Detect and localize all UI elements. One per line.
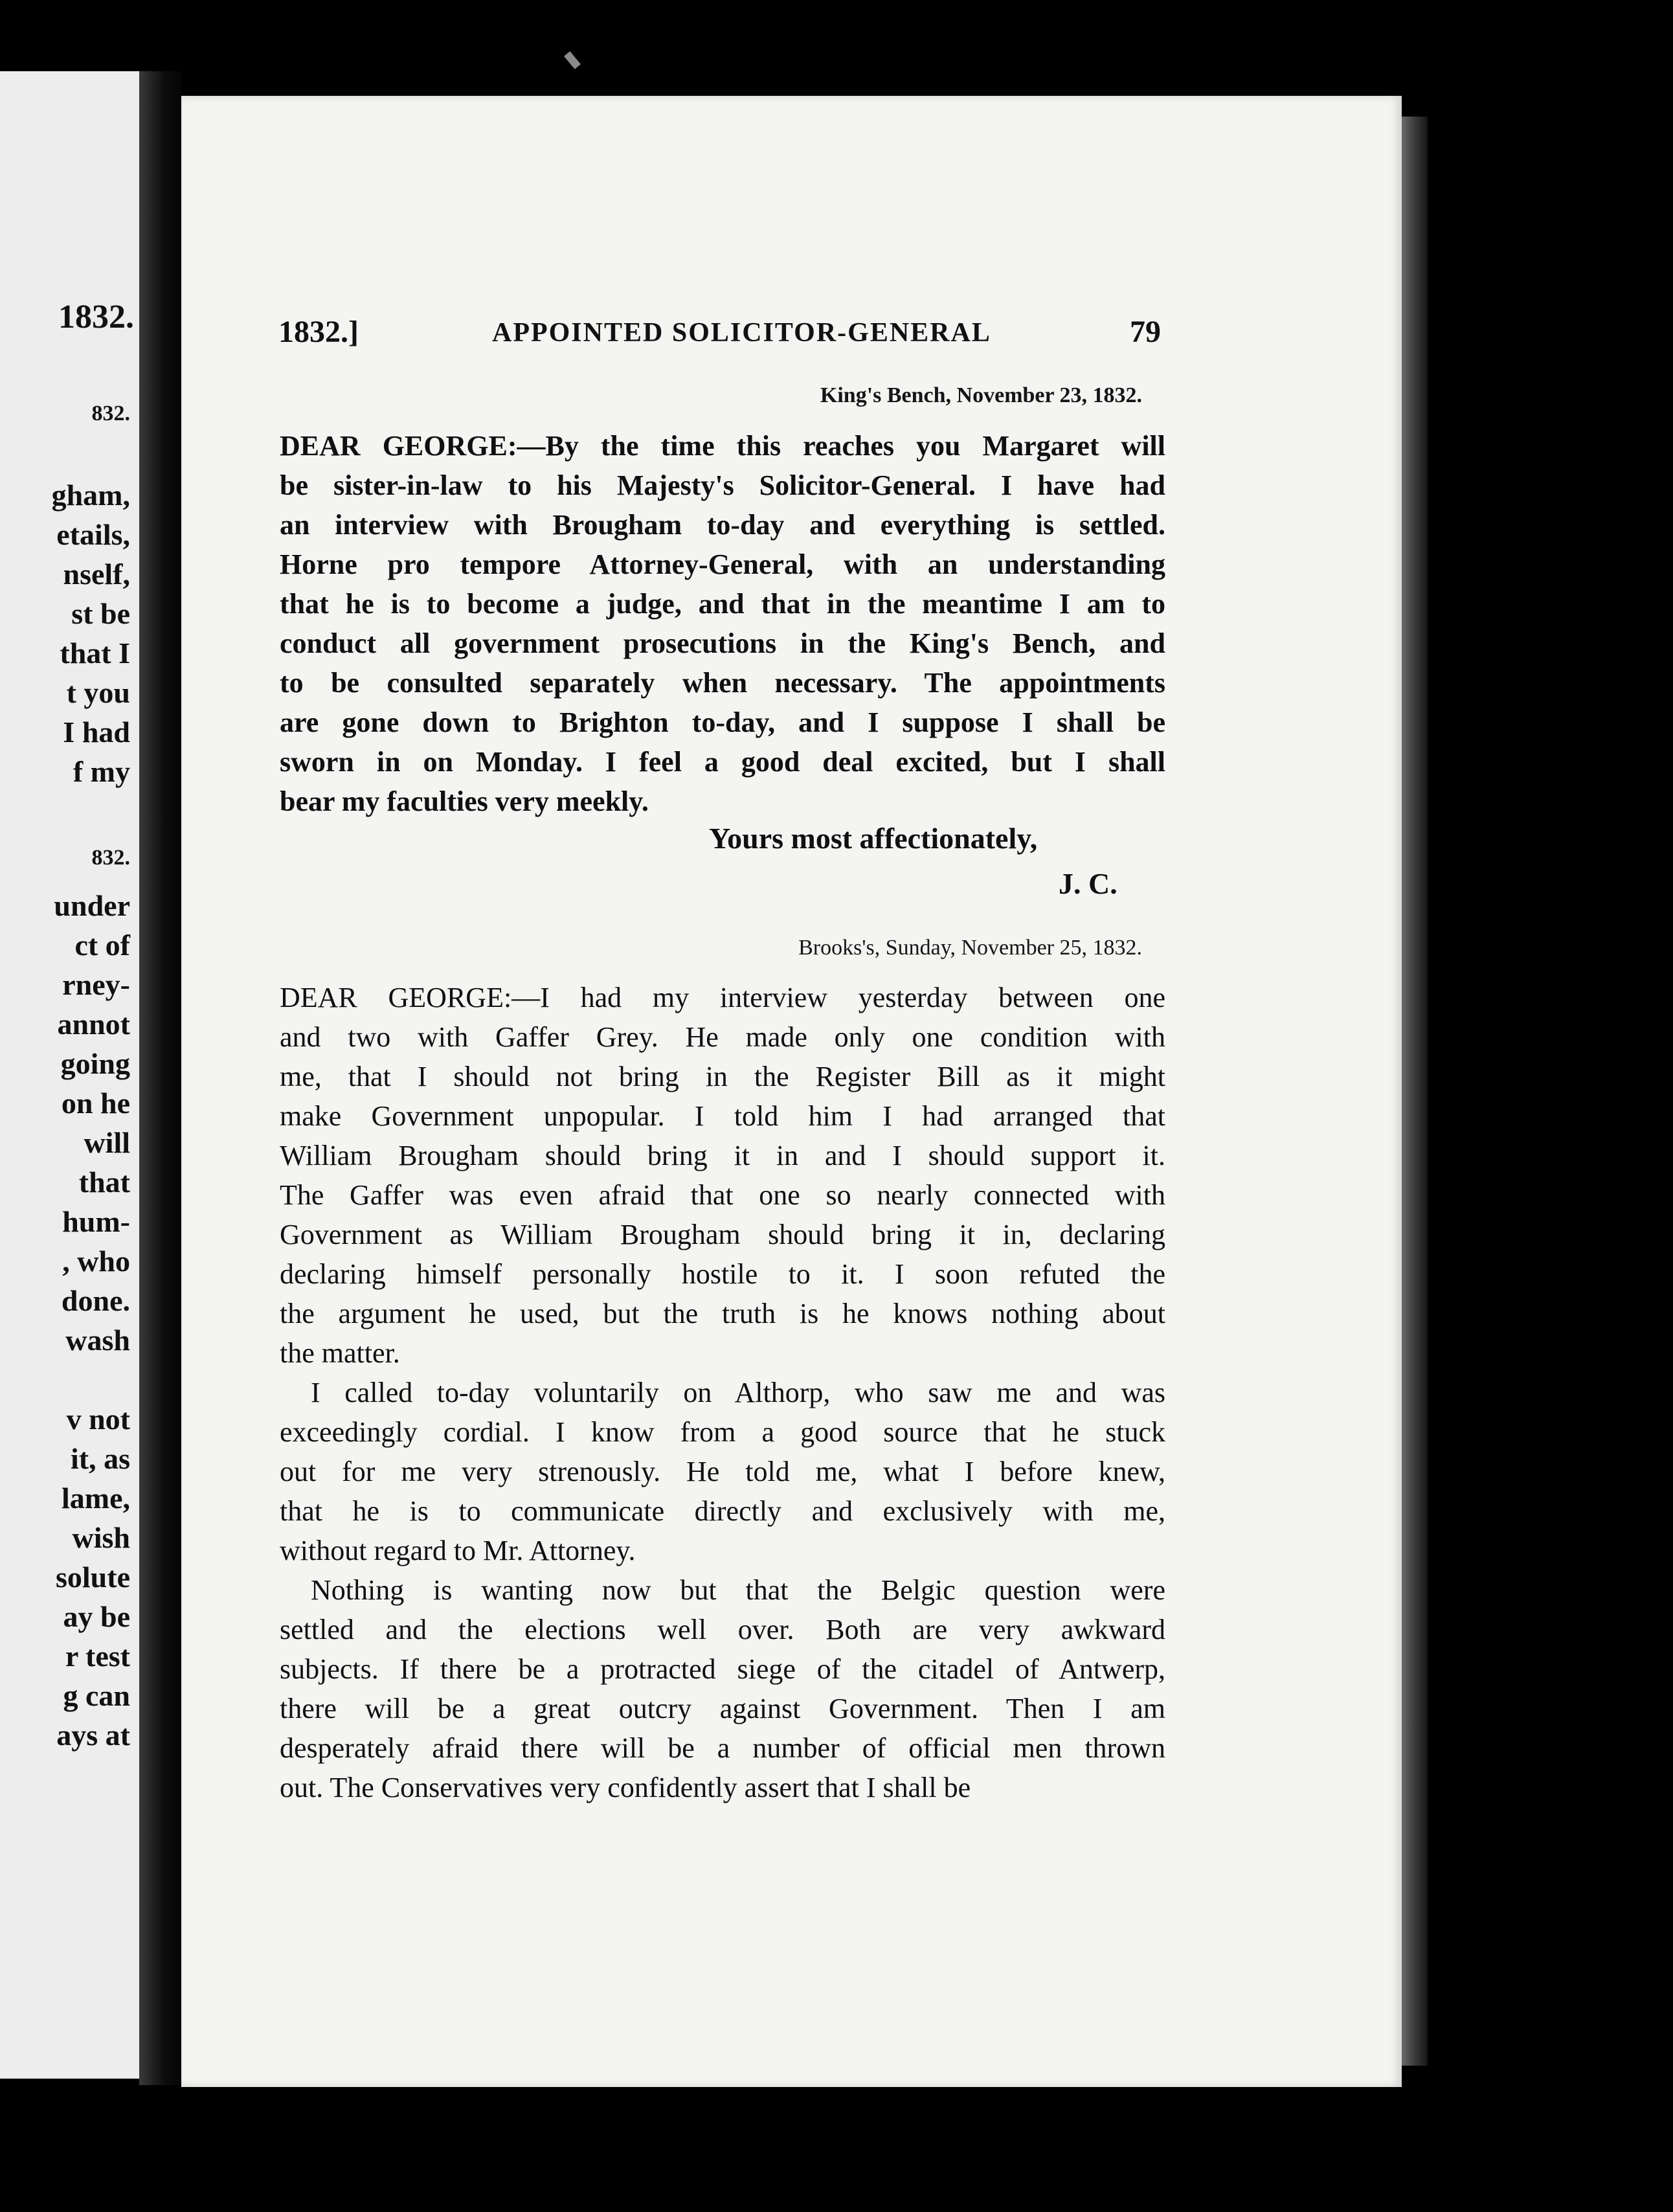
facing-page-line: etails, (56, 518, 130, 551)
letter-closing: Yours most affectionately, (709, 822, 1038, 855)
facing-page-line: that (78, 1166, 130, 1199)
facing-page-line: solute (56, 1561, 130, 1594)
facing-page-line: lame, (61, 1482, 130, 1515)
facing-page-line: ct of (74, 929, 130, 962)
facing-page-line: f my (73, 755, 130, 788)
facing-page-line: it, as (71, 1442, 130, 1475)
text-line: Horne pro tempore Attorney-General, with an understanding (280, 548, 1165, 580)
facing-page-line: hum- (62, 1205, 130, 1238)
facing-page-line: annot (57, 1008, 130, 1041)
facing-page-line: will (84, 1126, 130, 1159)
facing-page-line: r test (65, 1640, 130, 1673)
text-line: without regard to Mr. Attorney. (280, 1535, 636, 1566)
letter-dateline: King's Bench, November 23, 1832. (820, 383, 1142, 407)
facing-page-line: st be (71, 597, 130, 630)
facing-page-line: nself, (63, 558, 130, 591)
letter-dateline: Brooks's, Sunday, November 25, 1832. (798, 936, 1142, 960)
text-line: make Government unpopular. I told him I had arranged that (280, 1100, 1165, 1132)
text-line: the matter. (280, 1337, 400, 1369)
text-line: sworn in on Monday. I feel a good deal excited, but I shall (280, 746, 1165, 778)
text-line: declaring himself personally hostile to it. I soon refuted the (280, 1258, 1165, 1290)
text-line: out for me very strenously. He told me, what I before knew, (280, 1456, 1165, 1487)
text-line: DEAR GEORGE:—By the time this reaches you Margaret will (280, 430, 1165, 462)
text-line: to be consulted separately when necessary. The appointments (280, 667, 1165, 699)
page-number: 79 (1130, 315, 1161, 349)
text-line: the argument he used, but the truth is he knows nothing about (280, 1298, 1165, 1329)
text-line: and two with Gaffer Grey. He made only one condition with (280, 1021, 1165, 1053)
facing-page (0, 71, 139, 2079)
text-line: subjects. If there be a protracted siege of the citadel of Antwerp, (280, 1653, 1165, 1685)
facing-page-line: on he (61, 1087, 130, 1120)
facing-page-line: ay be (63, 1600, 130, 1633)
text-line: William Brougham should bring it in and I should support it. (280, 1140, 1165, 1171)
facing-page-line: ays at (56, 1719, 130, 1752)
facing-page-line: g can (63, 1679, 130, 1712)
text-line: exceedingly cordial. I know from a good source that he stuck (280, 1416, 1165, 1448)
facing-page-line: rney- (62, 968, 130, 1001)
text-line: Government as William Brougham should bring it in, declaring (280, 1219, 1165, 1250)
letter-signature: J. C. (1059, 867, 1117, 900)
text-line: settled and the elections well over. Both are very awkward (280, 1614, 1165, 1645)
text-line: desperately afraid there will be a number of official men thrown (280, 1732, 1165, 1764)
running-head-year: 1832.] (278, 315, 359, 349)
text-line: there will be a great outcry against Government. Then I am (280, 1693, 1165, 1724)
text-line: an interview with Brougham to-day and everything is settled. (280, 509, 1165, 541)
text-line: I called to-day voluntarily on Althorp, who saw me and was (311, 1377, 1165, 1408)
facing-page-line: wash (65, 1324, 130, 1357)
text-line: bear my faculties very meekly. (280, 785, 649, 817)
text-line: The Gaffer was even afraid that one so nearly connected with (280, 1179, 1165, 1211)
facing-page-line: under (54, 889, 130, 922)
page-edge (1402, 117, 1428, 2066)
book-gutter (139, 71, 181, 2085)
facing-page-date: 832. (91, 401, 130, 425)
text-line: conduct all government prosecutions in the King's Bench, and (280, 627, 1165, 659)
facing-page-line: I had (63, 716, 130, 749)
facing-page-line: going (60, 1047, 130, 1080)
facing-page-date: 832. (91, 846, 130, 870)
facing-page-line: that I (60, 637, 130, 670)
text-line: be sister-in-law to his Majesty's Solicitor-General. I have had (280, 469, 1165, 501)
facing-page-header: 1832. (58, 299, 134, 335)
facing-page-line: v not (66, 1403, 130, 1436)
text-line: that he is to communicate directly and exclusively with me, (280, 1495, 1165, 1527)
running-head-title: APPOINTED SOLICITOR-GENERAL (492, 318, 991, 348)
text-line: that he is to become a judge, and that in the meantime I am to (280, 588, 1165, 620)
text-line: Nothing is wanting now but that the Belgic question were (311, 1574, 1165, 1606)
facing-page-line: t you (66, 676, 130, 709)
facing-page-line: done. (61, 1284, 130, 1317)
scan-speck (564, 51, 581, 69)
text-line: are gone down to Brighton to-day, and I suppose I shall be (280, 706, 1165, 738)
facing-page-line: gham, (51, 479, 130, 512)
text-line: out. The Conservatives very confidently assert that I shall be (280, 1772, 971, 1803)
text-line: DEAR GEORGE:—I had my interview yesterday between one (280, 982, 1165, 1013)
facing-page-line: , who (62, 1245, 130, 1278)
text-line: me, that I should not bring in the Register Bill as it might (280, 1061, 1165, 1092)
facing-page-line: wish (72, 1521, 130, 1554)
